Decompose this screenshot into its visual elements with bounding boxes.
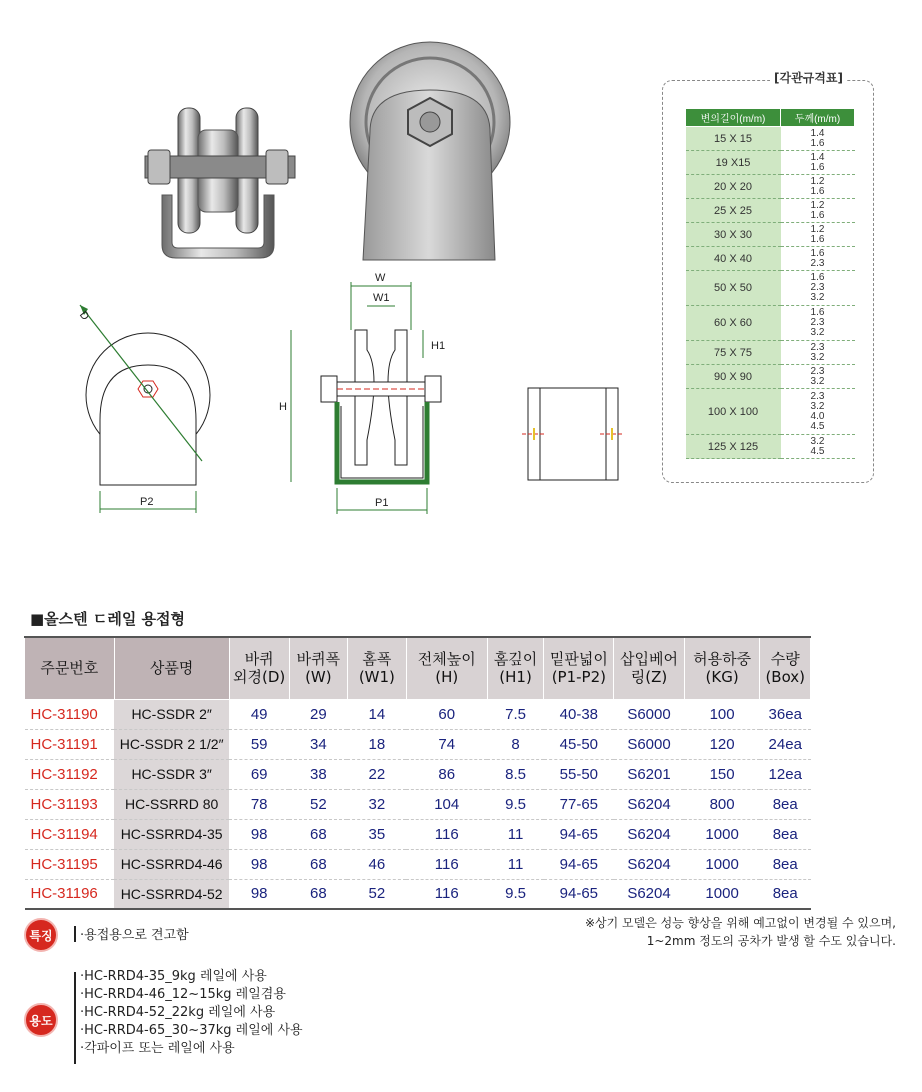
spec-thickness [781,199,855,223]
table-cell: 8.5 [487,759,544,789]
table-cell: 55-50 [544,759,614,789]
table-row [25,849,811,879]
table-cell: 8ea [760,879,811,909]
column-header [487,637,544,699]
column-header [347,637,406,699]
usage-bracket [74,972,76,1064]
spec-thickness [781,365,855,389]
table-cell: S6204 [614,849,685,879]
column-header-line: 삽입베어 [620,650,678,669]
spec-thickness-value: 3.2 [810,292,825,303]
product-name: HC-SSDR 2″ [114,699,229,729]
spec-thickness-value: 1.2 [810,199,825,211]
spec-size: 100 X 100 [686,389,781,435]
spec-size: 50 X 50 [686,271,781,306]
table-cell: 98 [229,819,289,849]
product-name: HC-SSDR 3″ [114,759,229,789]
table-cell: 94-65 [544,819,614,849]
table-cell: 46 [347,849,406,879]
disclaimer-note [585,914,896,950]
spec-thickness-value: 4.5 [810,420,825,432]
wheel-side-photo [335,40,525,270]
table-cell: 1000 [684,849,760,879]
spec-table-header [686,109,855,127]
order-number: HC-31190 [25,699,115,729]
table-cell: 8ea [760,789,811,819]
spec-thickness-value: 2.3 [810,282,825,293]
column-header [760,637,811,699]
spec-size: 19 X15 [686,151,781,175]
table-cell: 52 [347,879,406,909]
product-name: HC-SSRRD4-46 [114,849,229,879]
spec-thickness-value: 2.3 [810,317,825,328]
table-cell: 59 [229,729,289,759]
section-title: ■올스텐 ㄷ레일 용접형 [30,610,186,628]
spec-size: 75 X 75 [686,341,781,365]
table-cell: 49 [229,699,289,729]
usage-badge: 용도 [24,1003,58,1037]
spec-thickness-value: 3.2 [810,375,825,387]
table-cell: 40-38 [544,699,614,729]
column-header-line: 외경(D) [233,668,286,687]
table-cell: 24ea [760,729,811,759]
spec-thickness-value: 1.6 [810,161,825,173]
spec-thickness-value: 1.6 [810,209,825,221]
column-header-line: 주문번호 [40,659,99,678]
column-header-line: (H) [435,668,459,687]
order-number: HC-31192 [25,759,115,789]
table-cell: 69 [229,759,289,789]
label-w: W [375,272,386,284]
table-cell: 7.5 [487,699,544,729]
column-header [289,637,347,699]
column-header-line: (W) [305,668,332,687]
table-cell: 68 [289,879,347,909]
table-cell: 94-65 [544,849,614,879]
column-header [614,637,685,699]
table-cell: 1000 [684,819,760,849]
spec-thickness [781,271,855,306]
table-row [25,879,811,909]
spec-thickness-value: 4.0 [810,410,825,422]
spec-row [686,127,855,151]
spec-thickness-value: 3.2 [810,327,825,338]
table-cell: S6201 [614,759,685,789]
table-cell: 120 [684,729,760,759]
table-cell: 104 [406,789,487,819]
spec-row [686,365,855,389]
column-header-line: 전체높이 [417,650,476,669]
table-cell: S6204 [614,819,685,849]
table-cell: 8 [487,729,544,759]
label-h1: H1 [431,340,446,352]
spec-row [686,389,855,435]
table-cell: S6000 [614,699,685,729]
note-line-1: ※상기 모델은 성능 향상을 위해 예고없이 변경될 수 있으며, [584,916,896,930]
usage-item: ·HC-RRD4-35_9kg 레일에 사용 [80,969,267,984]
product-name: HC-SSRRD4-35 [114,819,229,849]
spec-thickness-value: 1.2 [810,175,825,187]
table-cell: S6204 [614,789,685,819]
column-header-line: 바퀴폭 [296,650,341,669]
spec-thickness-value: 1.6 [810,233,825,245]
table-cell: 98 [229,849,289,879]
usage-item: ·HC-RRD4-65_30~37kg 레일에 사용 [80,1023,303,1038]
order-number: HC-31194 [25,819,115,849]
usage-item: ·HC-RRD4-52_22kg 레일에 사용 [80,1005,276,1020]
table-cell: 116 [406,849,487,879]
usage-list [80,968,303,1058]
column-header-line: (KG) [705,668,739,687]
table-cell: 22 [347,759,406,789]
usage-item: ·HC-RRD4-46_12~15kg 레일겸용 [80,987,286,1002]
spec-thickness-value: 1.4 [810,151,825,163]
column-header-line: 바퀴 [244,650,274,669]
table-cell: 14 [347,699,406,729]
column-header [544,637,614,699]
spec-thickness-value: 1.6 [810,185,825,197]
table-cell: S6000 [614,729,685,759]
product-name: HC-SSRRD 80 [114,789,229,819]
label-p1: P1 [375,497,389,509]
column-header-line: 허용하중 [693,650,752,669]
table-cell: 32 [347,789,406,819]
spec-thickness [781,175,855,199]
table-cell: 94-65 [544,879,614,909]
label-d: D [76,309,92,323]
spec-row [686,306,855,341]
table-cell: 38 [289,759,347,789]
feature-badge: 특징 [24,918,58,952]
spec-table [685,108,855,459]
spec-row [686,435,855,459]
column-header-line: 밑판넓이 [549,650,608,669]
column-header [25,637,115,699]
table-cell: 1000 [684,879,760,909]
order-number: HC-31195 [25,849,115,879]
product-table [24,636,811,910]
spec-thickness-value: 4.5 [810,445,825,457]
wheel-front-photo [140,100,300,270]
table-row [25,699,811,729]
label-w1: W1 [373,292,390,304]
order-number: HC-31193 [25,789,115,819]
spec-thickness-value: 1.6 [810,307,825,318]
spec-thickness [781,341,855,365]
table-cell: 68 [289,849,347,879]
table-row [25,819,811,849]
spec-thickness-value: 2.3 [810,365,825,377]
spec-size: 90 X 90 [686,365,781,389]
table-cell: 98 [229,879,289,909]
spec-row [686,151,855,175]
spec-thickness-value: 1.6 [810,247,825,259]
table-cell: S6204 [614,879,685,909]
spec-thickness-value: 2.3 [810,341,825,353]
table-cell: 29 [289,699,347,729]
spec-thickness [781,435,855,459]
table-cell: 800 [684,789,760,819]
spec-header-side: 변의길이(m/m) [686,109,781,127]
table-cell: 45-50 [544,729,614,759]
table-cell: 78 [229,789,289,819]
spec-thickness-value: 1.6 [810,272,825,283]
table-cell: 116 [406,879,487,909]
table-cell: 68 [289,819,347,849]
spec-thickness [781,306,855,341]
square-pipe-drawing [520,380,625,490]
spec-thickness [781,389,855,435]
table-cell: 9.5 [487,879,544,909]
table-cell: 86 [406,759,487,789]
table-cell: 100 [684,699,760,729]
product-table-header [25,637,811,699]
column-header-line: (P1-P2) [551,668,606,687]
column-header-line: 홈깊이 [493,650,538,669]
column-header-line: (H1) [499,668,532,687]
table-cell: 8ea [760,819,811,849]
spec-size: 30 X 30 [686,223,781,247]
table-cell: 11 [487,819,544,849]
column-header-line: 수량 [770,650,800,669]
spec-row [686,175,855,199]
table-cell: 35 [347,819,406,849]
spec-header-thickness: 두께(m/m) [781,109,855,127]
spec-size: 20 X 20 [686,175,781,199]
table-cell: 34 [289,729,347,759]
table-cell: 18 [347,729,406,759]
spec-size: 25 X 25 [686,199,781,223]
spec-thickness [781,223,855,247]
spec-thickness [781,151,855,175]
order-number: HC-31196 [25,879,115,909]
spec-thickness-value: 3.2 [810,400,825,412]
spec-size: 15 X 15 [686,127,781,151]
spec-row [686,199,855,223]
table-cell: 12ea [760,759,811,789]
column-header [229,637,289,699]
usage-item: ·각파이프 또는 레일에 사용 [80,1041,235,1056]
column-header-line: 링(Z) [630,668,668,687]
label-p2: P2 [140,496,154,508]
table-cell: 52 [289,789,347,819]
spec-thickness-value: 3.2 [810,435,825,447]
column-header-line: 홈폭 [362,650,392,669]
table-row [25,789,811,819]
column-header-line: (Box) [765,668,806,687]
spec-thickness-value: 1.6 [810,137,825,149]
spec-row [686,341,855,365]
feature-text: ·용접용으로 견고함 [80,928,189,943]
table-cell: 8ea [760,849,811,879]
note-line-2: 1~2mm 정도의 공차가 발생 할 수도 있습니다. [646,934,896,948]
table-row [25,729,811,759]
column-header [406,637,487,699]
spec-row [686,247,855,271]
label-h: H [279,401,287,413]
spec-thickness-value: 3.2 [810,351,825,363]
table-cell: 77-65 [544,789,614,819]
table-cell: 9.5 [487,789,544,819]
column-header-line: (W1) [358,668,395,687]
spec-thickness-value: 1.2 [810,223,825,235]
table-cell: 74 [406,729,487,759]
spec-size: 125 X 125 [686,435,781,459]
product-name: HC-SSRRD4-52 [114,879,229,909]
spec-thickness-value: 2.3 [810,257,825,269]
spec-size: 40 X 40 [686,247,781,271]
column-header [684,637,760,699]
product-name: HC-SSDR 2 1/2″ [114,729,229,759]
feature-bracket [74,926,76,942]
table-row [25,759,811,789]
column-header-line: 상품명 [149,659,194,678]
spec-thickness-value: 2.3 [810,390,825,402]
front-view-drawing [275,270,455,520]
spec-row [686,271,855,306]
spec-panel-title: [각관규격표] [770,69,847,89]
spec-thickness [781,127,855,151]
table-cell: 60 [406,699,487,729]
side-view-drawing [60,295,230,520]
table-cell: 116 [406,819,487,849]
table-cell: 150 [684,759,760,789]
table-cell: 11 [487,849,544,879]
spec-row [686,223,855,247]
table-cell: 36ea [760,699,811,729]
spec-thickness [781,247,855,271]
spec-thickness-value: 1.4 [810,127,825,139]
column-header [114,637,229,699]
spec-size: 60 X 60 [686,306,781,341]
order-number: HC-31191 [25,729,115,759]
